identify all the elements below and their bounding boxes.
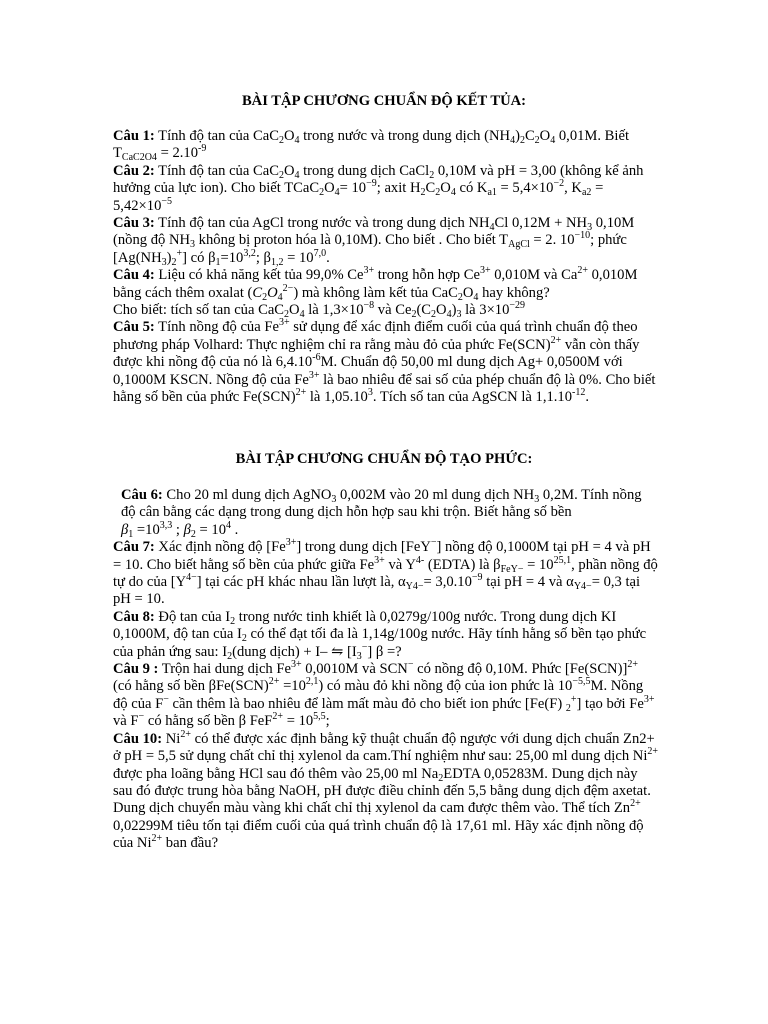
question-9: Câu 9 : Trộn hai dung dịch $Fe^{3+}$ 0,0010M và SCN− có nồng độ 0,10M. Phức $[Fe(SCN)]^{2+}$ (có hằng số bền $\beta Fe(SCN)^{2+} =10^{2,1}$) có màu đỏ khi nồng độ của ion phức là $10^{-5,5}M$. Nồng độ của F− cần thêm là bao nhiêu để làm mất màu đỏ cho biết ion phức [Fe(F) $_2$+] tạo bởi $Fe^{3+}$ và F− có hằng số bền β $FeF^{2+} = 10^{5,5}$;: [113, 659, 655, 730]
question-1: Câu 1: Tính độ tan của $CaC_2O_4$ trong nước và trong dung dịch $(NH_4)_2C_2O_4$ 0,01M. Biết $T_{CaC2O4} = 2.10^{-9}$: [113, 128, 629, 164]
section-precipitation-exercises: [113, 128, 659, 407]
question-6-label: Câu 6:: [121, 487, 163, 503]
question-10-label: Câu 10:: [113, 730, 163, 747]
question-3-label: Câu 3:: [113, 215, 155, 232]
question-8: Câu 8: Độ tan của $I_2$ trong nước tinh khiết là 0,0279g/100g nước. Trong dung dịch KI 0,1000M, độ tan của $I_2$ có thể đạt tối đa là 1,14g/100g nước. Hãy tính hằng số bền tạo phức của phản ứng sau: $I_2(dung$ dịch) + I– ⇋ $[I_3^-]$ β =?: [113, 608, 647, 662]
question-1-label: Câu 1:: [113, 128, 155, 144]
question-7-label: Câu 7:: [113, 539, 155, 556]
question-5-label: Câu 5:: [113, 319, 155, 336]
question-7: Câu 7: Xác định nồng độ $[Fe^{3+}]$ trong dung dịch [FeY−] nồng độ 0,1000M tại pH = 4 và pH = 10. Cho biết hằng số bền của phức giữa $Fe^{3+}$ và $Y^{4-}$ (EDTA) là $\beta_{FeY-} = 10^{25,1}$, phần nồng độ tự do của $[Y^{4-}]$ tại các pH khác nhau lần lượt là, $\alpha_{Y4-}= 3,0.10^{-9}$ tại pH = 4 và $\alpha_{Y4-}= 0,3$ tại pH = 10.: [113, 537, 658, 608]
question-4: Câu 4: Liệu có khả năng kết tủa 99,0% $Ce^{3+}$ trong hỗn hợp $Ce^{3+}$ 0,010M và $Ca^{2+}$ 0,010M bằng cách thêm oxalat $(C_2O_4^{2-})$ mà không làm kết tủa $CaC_2O_4$ hay không? Cho biết: tích số tan của $CaC_2O_4$ là $1,3\times 10^{-8}$ và $Ce_2(C_2O_4)_3$ là $3\times 10^{-29}$: [113, 265, 638, 321]
heading-precipitation-titration: BÀI TẬP CHƯƠNG CHUẨN ĐỘ KẾT TỦA:: [241, 93, 527, 109]
question-6: Câu 6: Cho 20 ml dung dịch AgNO$_3$ 0,002M vào 20 ml dung dịch $NH_3$ 0,2M. Tính nồng độ cân bằng các dạng trong dung dịch hỗn hợp sau khi trộn. Biết hằng số bền $\beta_1 =10^{3,3}$ ; $\beta_2 = 10^4$ .: [121, 487, 642, 540]
question-2: Câu 2: Tính độ tan của $CaC_2O_4$ trong dung dịch CaCl$_2$ 0,10M và pH = 3,00 (không kể ảnh hưởng của lực ion). Cho biết $TCaC_2O_4= 10^{-9}$; axit $H_2C_2O_4$ có $K_{a1} = 5,4\times 10^{-2}$, $K_{a2} = 5,42\times 10^{-5}$: [113, 162, 644, 214]
question-3: Câu 3: Tính độ tan của AgCl trong nước và trong dung dịch $NH_4Cl$ $0,12M + NH_3$ 0,10M (nồng độ $NH_3$ không bị proton hóa là 0,10M). Cho biết . Cho biết $T_{AgCl} = 2$. $10^{-10}$; phức $[Ag(NH_3)_2^+]$ có $\beta_1=10^{3,2}$; $\beta_{1,2} = 10^{7,0}$.: [113, 215, 635, 268]
heading-complexation-titration: BÀI TẬP CHƯƠNG CHUẨN ĐỘ TẠO PHỨC:: [235, 451, 533, 467]
section-complexation-exercises: [113, 487, 659, 853]
question-4-label: Câu 4:: [113, 267, 155, 284]
question-10: Câu 10: $Ni^{2+}$ có thể được xác định bằng kỹ thuật chuẩn độ ngược với dung dịch chuẩn Zn2+ ở pH = 5,5 sử dụng chất chỉ thị xylenol da cam.Thí nghiệm như sau: 25,00 ml dung dịch $Ni^{2+}$ được pha loãng bằng HCl sau đó thêm vào 25,00 ml $Na_2EDTA$ 0,05283M. Dung dịch này sau đó được trung hòa bằng NaOH, pH được điều chỉnh đến 5,5 bằng dung dịch đệm axetat. Dung dịch chuyển màu vàng khi chất chỉ thị xylenol da cam được thêm vào. Thể tích $Zn^{2+}$ 0,02299M tiêu tốn tại điểm cuối của quá trình chuẩn độ là 17,61 ml. Hãy xác định nồng độ của $Ni^{2+}$ ban đầu?: [113, 728, 659, 852]
question-5: Câu 5: Tính nồng độ của $Fe^{3+}$ sử dụng để xác định điểm cuối của quá trình chuẩn độ theo phương pháp Volhard: Thực nghiệm chỉ ra rằng màu đỏ của phức Fe(SCN)$^{2+}$ vẫn còn thấy được khi nồng độ của nó là $6,4.10^{-6}M$. Chuẩn độ 50,00 ml dung dịch Ag+ 0,0500M với 0,1000M KSCN. Nồng độ của $Fe^{3+}$ là bao nhiêu để sai số của phép chuẩn độ là 0%. Cho biết hằng số bền của phức Fe(SCN)$^{2+}$ là 1,05.10$^3$. Tích số tan của AgSCN là $1,1.10^{-12}$.: [113, 317, 656, 406]
question-2-label: Câu 2:: [113, 162, 155, 179]
question-9-label: Câu 9 :: [113, 661, 159, 678]
question-8-label: Câu 8:: [113, 608, 155, 625]
